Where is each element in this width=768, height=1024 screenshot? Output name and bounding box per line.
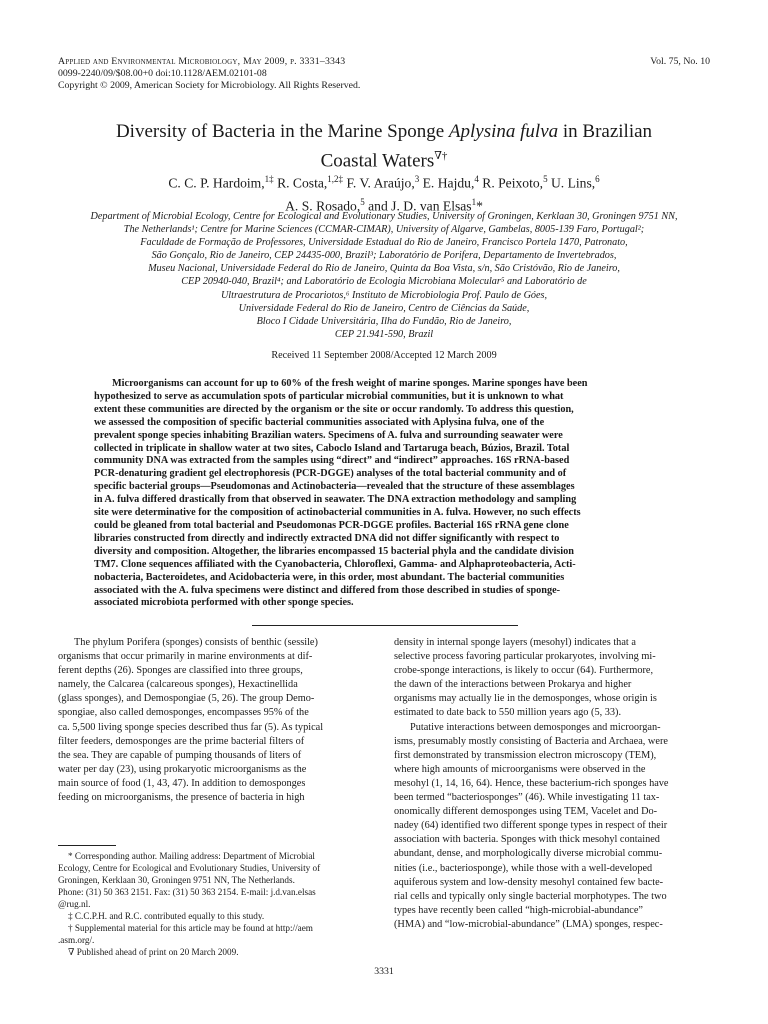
body-text-line: Putative interactions between demosponges and microorgan-	[410, 721, 661, 733]
author-name: *	[476, 198, 483, 214]
author-name: C. C. P. Hardoim,	[168, 175, 265, 191]
body-text-line: rial cells and typically only single bacterial morphotypes. The two	[394, 890, 667, 902]
footnote-line: † Supplemental material for this article may be found at http://aem	[68, 923, 313, 934]
author-name: E. Hajdu,	[419, 175, 475, 191]
body-text-line: nadey (64) identified two different sponge types in respect of their	[394, 820, 668, 832]
abstract-line: associated microbiota performed with other sponge species.	[94, 597, 354, 609]
footnote-line: ‡ C.C.P.H. and R.C. contributed equally to this study.	[68, 911, 265, 922]
author-affiliation-marker: 1‡	[264, 174, 274, 184]
affiliation-line: CEP 20940-040, Brazil⁴; and Laboratório de Ecologia Microbiana Molecular⁵ and Laboratório de	[181, 276, 587, 288]
body-text-line: namely, the Calcarea (calcareous sponges), Hexactinellida	[58, 679, 298, 691]
body-text-line: been termed “bacteriosponges” (46). While investigating 11 tax-	[394, 792, 660, 804]
author-affiliation-marker: 6	[595, 174, 600, 184]
author-affiliation-marker: 5	[360, 196, 365, 207]
author-name: A. S. Rosado,	[285, 198, 361, 214]
footnote-line: * Corresponding author. Mailing address: Department of Microbial	[68, 851, 315, 861]
author-affiliation-marker: 3	[414, 174, 420, 184]
abstract-line: diversity and composition. Altogether, the libraries encompassed 15 bacterial phyla and the candidate division	[94, 545, 574, 557]
footnote-line: Groningen, Kerklaan 30, Groningen 9751 NN, The Netherlands.	[58, 875, 295, 886]
body-text-line: The phylum Porifera (sponges) consists of benthic (sessile)	[74, 637, 318, 648]
title-footnote-marks: ∇†	[434, 150, 448, 162]
footnotes	[58, 850, 376, 958]
footnote-line: ∇ Published ahead of print on 20 March 2009.	[68, 947, 239, 958]
body-text-line: density in internal sponge layers (mesohyl) indicates that a	[394, 637, 636, 648]
author-list	[58, 170, 710, 215]
author-name: U. Lins,	[547, 175, 596, 191]
issn-doi: 0099-2240/09/$08.00+0 doi:10.1128/AEM.02101-08	[58, 68, 267, 79]
body-text-line: where high amounts of microorganisms were observed in the	[394, 763, 646, 775]
affiliation-line: The Netherlands¹; Centre for Marine Sciences (CCMAR-CIMAR), University of Algarve, Gambelas, 8005-139 Faro, Portugal²;	[123, 224, 645, 236]
abstract-line: Microorganisms can account for up to 60% of the fresh weight of marine sponges. Marine sponges have been	[112, 378, 588, 389]
footnote-divider	[58, 845, 116, 846]
journal-citation: Applied and Environmental Microbiology, May 2009, p. 3331–3343	[58, 56, 346, 67]
abstract-line: libraries constructed from directly and indirectly extracted DNA did not differ significantly with respect to	[94, 532, 560, 544]
affiliation-line: São Gonçalo, Rio de Janeiro, CEP 24435-000, Brazil³; Laboratório de Porifera, Departamento de Invertebrados,	[151, 250, 617, 262]
body-text-line: abundant, dense, and morphologically diverse microbial commu-	[394, 848, 663, 860]
footnote-line: @rug.nl.	[58, 899, 91, 910]
abstract-line: TM7. Clone sequences affiliated with the Cyanobacteria, Chloroflexi, Gamma- and Alphaproteobacteria, Acti-	[94, 558, 576, 570]
author-name: F. V. Araújo,	[343, 175, 415, 191]
running-header	[58, 56, 360, 92]
abstract-line: associated with the A. fulva specimens were distinct and differed from those described in studies of sponge-	[94, 584, 561, 596]
author-name: and J. D. van Elsas	[364, 198, 472, 214]
volume-issue: Vol. 75, No. 10	[650, 56, 710, 67]
copyright-notice: Copyright © 2009, American Society for Microbiology. All Rights Reserved.	[58, 80, 361, 91]
abstract-line: site were determinative for the composition of actinobacterial communities in A. fulva. However, no such effects	[94, 507, 581, 519]
body-text-line: the sea. They are capable of pumping thousands of liters of	[58, 749, 302, 761]
footnote-line: Phone: (31) 50 363 2151. Fax: (31) 50 363 2154. E-mail: j.d.van.elsas	[58, 887, 316, 898]
title-line2: Coastal Waters	[320, 150, 435, 172]
abstract-line: could be gleaned from total bacterial and Pseudomonas PCR-DGGE profiles. Bacterial 16S rRNA gene clone	[94, 519, 569, 531]
affiliation-line: CEP 21.941-590, Brazil	[334, 328, 434, 340]
title-species: Aplysina fulva	[448, 121, 559, 142]
abstract-line: community DNA was extracted from the samples using “direct” and “indirect” approaches. 16S rRNA-based	[94, 455, 570, 467]
received-accepted-dates: Received 11 September 2008/Accepted 12 March 2009	[271, 350, 497, 361]
body-text-line: types have recently been called “high-microbial-abundance”	[394, 904, 644, 916]
abstract-line: PCR-denaturing gradient gel electrophoresis (PCR-DGGE) analyses of the total bacterial community and of	[94, 468, 567, 480]
body-text-line: organisms that occur primarily in marine environments at dif-	[58, 651, 313, 663]
author-affiliation-marker: 5	[543, 174, 548, 184]
body-text-line: ca. 5,500 living sponge species described thus far (5). As typical	[58, 721, 324, 733]
body-text-line: selective process favoring particular prokaryotes, involving mi-	[394, 651, 656, 663]
body-text-line: filter feeders, demosponges are the prime bacterial filters of	[58, 735, 305, 747]
page-number: 3331	[374, 966, 394, 977]
affiliations	[58, 210, 710, 341]
affiliation-line: Universidade Federal do Rio de Janeiro, Centro de Ciências da Saúde,	[238, 302, 530, 314]
title-part1: Diversity of Bacteria in the Marine Sponge	[115, 121, 449, 142]
body-text-line: ferent depths (26). Sponges are classified into three groups,	[58, 665, 303, 677]
article-title	[58, 120, 710, 173]
body-text-line: estimated to date back to 550 million years ago (5, 33).	[394, 707, 622, 719]
body-text-line: isms, presumably mostly consisting of Bacteria and Archaea, were	[394, 735, 668, 747]
abstract-line: specific bacterial groups—Pseudomonas and Actinobacteria—revealed that the structure of these assemblages	[94, 481, 575, 493]
body-text-line: (HMA) and “low-microbial-abundance” (LMA) sponges, respec-	[394, 918, 663, 930]
body-column-left	[58, 636, 376, 805]
body-text-line: (glass sponges), and Demospongiae (5, 26). The group Demo-	[58, 693, 315, 705]
body-text-line: organisms may actually lie in the demosponges, whose origin is	[394, 693, 657, 705]
body-text-line: mesohyl (1, 14, 16, 64). Hence, these bacterium-rich sponges have	[394, 777, 669, 789]
body-text-line: crobe-sponge interactions, is likely to occur (64). Furthermore,	[394, 665, 654, 677]
affiliation-line: Faculdade de Formação de Professores, Universidade Estadual do Rio de Janeiro, Francisco Portela 1470, Patronato,	[140, 237, 628, 249]
author-affiliation-marker: 4	[474, 174, 479, 184]
abstract-line: nobacteria, Bacteroidetes, and Acidobacteria were, in this order, most abundant. The bacterial communities	[94, 571, 565, 583]
abstract-divider	[252, 625, 518, 626]
body-text-line: association with bacteria. Sponges with thick mesohyl contained	[394, 834, 660, 846]
affiliation-line: Ultraestrutura de Procariotos,⁶ Instituto de Microbiologia Prof. Paulo de Góes,	[220, 289, 548, 301]
abstract	[94, 378, 706, 610]
body-text-line: aquiferous system and low-density mesohyl contained few bacte-	[394, 876, 664, 888]
body-column-right	[394, 636, 712, 932]
affiliation-line: Bloco I Cidade Universitária, Ilha do Fundão, Rio de Janeiro,	[256, 315, 512, 327]
abstract-line: hypothesized to serve as accumulation spots of particular microbial communities, but it is unknown to what	[94, 390, 564, 402]
author-affiliation-marker: 1,2‡	[327, 174, 344, 184]
author-line-1	[58, 170, 710, 193]
abstract-line: extent these communities are directed by the organism or the site or occur randomly. To address this question,	[94, 403, 574, 415]
body-text-line: the dawn of the interactions between Prokarya and higher	[394, 679, 632, 691]
abstract-line: in A. fulva differed drastically from that observed in seawater. The DNA extraction methodology and sampling	[94, 494, 577, 506]
affiliation-line: Museu Nacional, Universidade Federal do Rio de Janeiro, Quinta da Boa Vista, s/n, São Cristóvão, Rio de Janeiro,	[148, 263, 620, 275]
author-affiliation-marker: 1	[471, 196, 477, 207]
title-part2: in Brazilian	[558, 121, 653, 142]
body-text-line: main source of food (1, 43, 47). In addition to demosponges	[58, 777, 306, 789]
body-text-line: water per day (23), using prokaryotic microorganisms as the	[58, 763, 307, 775]
abstract-line: we assessed the composition of specific bacterial communities associated with Aplysina fulva, one of the	[94, 416, 545, 428]
abstract-line: prevalent sponge species inhabiting Brazilian waters. Specimens of A. fulva and surrounding seawater were	[94, 429, 563, 441]
body-text-line: spongiae, also called demosponges, encompasses 95% of the	[58, 707, 309, 719]
author-name: R. Peixoto,	[478, 175, 544, 191]
footnote-line: Ecology, Centre for Ecological and Evolutionary Studies, University of	[58, 863, 321, 874]
body-text-line: nities (i.e., bacteriosponge), while those with a well-developed	[394, 862, 653, 874]
affiliation-line: Department of Microbial Ecology, Centre for Ecological and Evolutionary Studies, University of Groningen, Kerklaan 30, Groningen 9751 NN,	[90, 211, 678, 222]
body-text-line: onomically different demosponges using TEM, Vacelet and Do-	[394, 806, 658, 818]
author-name: R. Costa,	[273, 175, 328, 191]
abstract-line: collected in triplicate in shallow water at two sites, Caboclo Island and Tartaruga beach, Búzios, Brazil. Total	[94, 442, 570, 454]
footnote-line: .asm.org/.	[58, 935, 95, 946]
body-text-line: first demonstrated by transmission electron microscopy (TEM),	[394, 749, 657, 761]
body-text-line: feeding on microorganisms, the presence of bacteria in high	[58, 792, 305, 804]
